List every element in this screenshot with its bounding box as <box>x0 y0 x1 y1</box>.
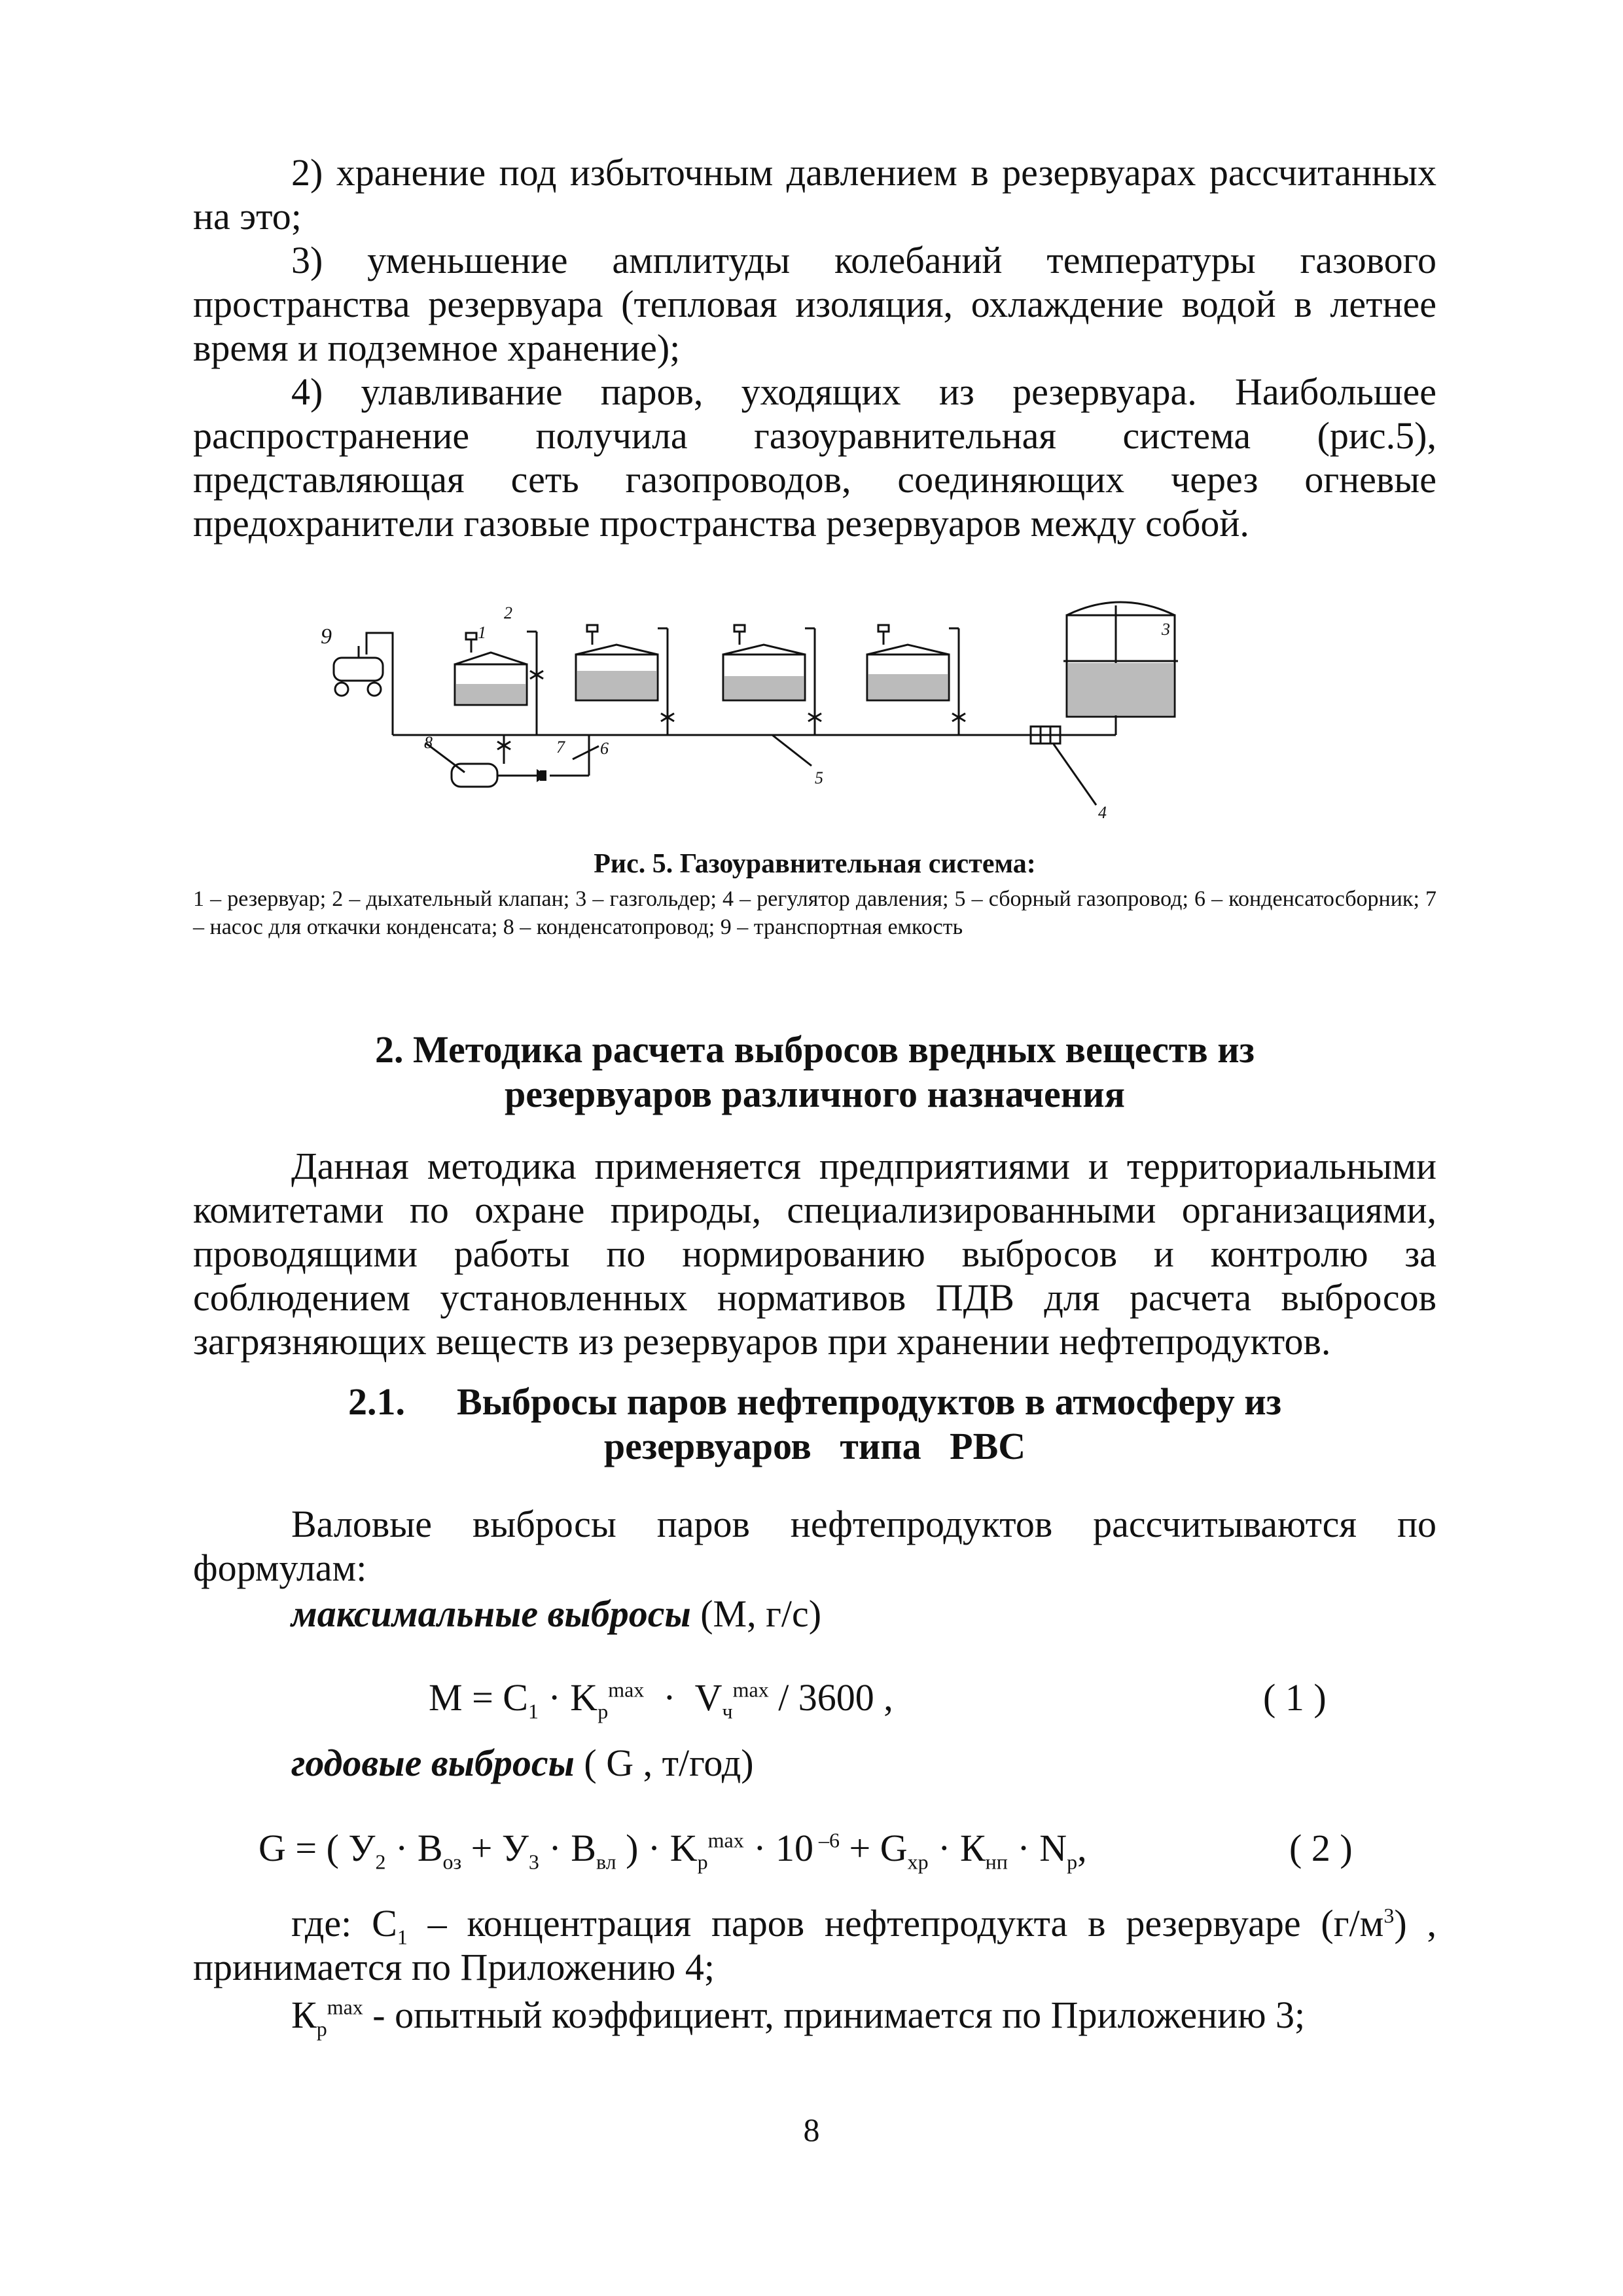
formula-1-k: K <box>570 1676 598 1719</box>
top-text <box>193 151 1436 545</box>
formula-2-knp-sub: нп <box>985 1850 1008 1874</box>
formula-2-b1: В <box>417 1827 443 1869</box>
formula-2-ten-sup: –6 <box>813 1828 840 1852</box>
diagram-label-8: 8 <box>424 733 433 752</box>
formula-2-k-sup: max <box>707 1828 744 1852</box>
formula-2-ten: · 10 <box>753 1827 814 1869</box>
formula-2-np-sub: р <box>1067 1850 1078 1874</box>
definition-c1-text: – концентрация паров нефтепродукта в резервуаре (г/м <box>407 1902 1384 1945</box>
formula-2-b2-sub: вл <box>596 1850 616 1874</box>
definitions <box>193 1901 1437 2041</box>
section-2-heading-line2: резервуаров различного назначения <box>504 1073 1126 1115</box>
section-2-paragraph: Данная методика применяется предприятиями и территориальными комитетами по охране природы, специализированными организациями, проводящими работы по нормированию выбросов и контролю за соблюдением установленных нормативов ПДВ для расчета выбросов загрязняющих веществ из резервуаров при хранении нефтепродуктов. <box>193 1145 1436 1363</box>
formula-1-c-sub: 1 <box>527 1699 539 1723</box>
formula-2-u3: + У <box>471 1827 529 1869</box>
definition-c1-sub: 1 <box>397 1925 408 1949</box>
formula-1-v: V <box>694 1676 722 1719</box>
definition-kp-symbol: К <box>291 1994 317 2036</box>
formula-2-number: ( 2 ) <box>1289 1827 1353 1869</box>
annual-emissions-text: годовые выбросы <box>291 1742 575 1784</box>
formula-1-tail: / 3600 , <box>768 1676 893 1719</box>
diagram-label-1: 1 <box>478 623 486 642</box>
formula-1-v-sub: ч <box>722 1699 733 1723</box>
section-2-1-number: 2.1. <box>348 1380 405 1423</box>
definition-c1 <box>193 1901 1436 1989</box>
annual-emissions-label <box>291 1741 754 1785</box>
formula-2-part1: G = ( У <box>259 1827 376 1869</box>
definition-c1-prefix: где: С <box>291 1902 397 1945</box>
figure-caption-text: 1 – резервуар; 2 – дыхательный клапан; 3 – газгольдер; 4 – регулятор давления; 5 – сборный газопровод; 6 – конденсатосборник; 7 – насос для откачки конденсата; 8 – конденсатопровод; 9 – транспортная емкость <box>193 887 1436 939</box>
definition-kp-sub: р <box>316 2017 327 2041</box>
max-emissions-units: (М, г/с) <box>690 1592 822 1635</box>
paragraph-item-2: 2) хранение под избыточным давлением в резервуарах рассчитанных на это; <box>193 151 1436 238</box>
section-2-heading-line1: 2. Методика расчета выбросов вредных веществ из <box>375 1028 1255 1071</box>
formula-2-b1-sub: оз <box>442 1850 462 1874</box>
section-2-1-intro: Валовые выбросы паров нефтепродуктов рассчитываются по формулам: <box>193 1503 1436 1589</box>
formula-2-k: ) · K <box>626 1827 698 1869</box>
paragraph-item-4: 4) улавливание паров, уходящих из резервуара. Наибольшее распространение получила газоуравнительная система (рис.5), представляющая сеть газопроводов, соединяющих через огневые предохранители газовые пространства резервуаров между собой. <box>193 370 1436 545</box>
formula-2-knp: · К <box>938 1827 986 1869</box>
formula-1-v-sup: max <box>732 1677 769 1702</box>
max-emissions-label <box>291 1592 821 1636</box>
diagram-label-6: 6 <box>600 739 609 758</box>
formula-2-g-sub: хр <box>907 1850 929 1874</box>
section-2-1-heading-line1 <box>193 1380 1436 1424</box>
diagram-label-3: 3 <box>1162 620 1170 639</box>
formula-2-u3-sub: 3 <box>528 1850 539 1874</box>
formula-1-lhs: M = C <box>429 1676 528 1719</box>
formula-2-end: , <box>1077 1827 1087 1869</box>
formula-1: $M = C_1 \cdot K_р^{max} \cdot V_ч^{max} / 3600$ , <box>429 1676 893 1723</box>
figure-caption-title: Рис. 5. Газоуравнительная система: <box>594 849 1036 879</box>
formula-2-u2-sub: 2 <box>375 1850 386 1874</box>
formula-2: G = ( $У_2 \cdot В_{оз} + У_3 \cdot В_{вл}$ ) · $K_р^{max} \cdot 10$ $^{-6} + G_{хр} \cdot К_{нп} \cdot N_р$, <box>259 1827 1087 1874</box>
formula-2-np: · N <box>1017 1827 1067 1869</box>
formula-2-b2: В <box>571 1827 596 1869</box>
paragraph-item-3: 3) уменьшение амплитуды колебаний температуры газового пространства резервуара (тепловая изоляция, охлаждение водой в летнее время и подземное хранение); <box>193 239 1436 369</box>
diagram-label-9: 9 <box>321 624 332 649</box>
formula-2-g: + G <box>849 1827 908 1869</box>
max-emissions-text: максимальные выбросы <box>291 1592 691 1635</box>
diagram-label-4: 4 <box>1098 803 1107 822</box>
section-2-body <box>193 1144 1436 1363</box>
definition-c1-end: ) , принимается по Приложению 4; <box>193 1902 1437 1988</box>
diagram-label-7: 7 <box>556 738 565 757</box>
section-2-1-title-part1: Выбросы паров нефтепродуктов в атмосферу из <box>456 1380 1282 1423</box>
diagram-label-2: 2 <box>504 603 512 622</box>
diagram-label-5: 5 <box>815 768 823 787</box>
formula-1-k-sup: max <box>608 1677 645 1702</box>
definition-c1-sup: 3 <box>1383 1903 1395 1928</box>
formula-2-k-sub: р <box>697 1850 708 1874</box>
definition-kp <box>193 1993 1436 2041</box>
gas-system-diagram <box>314 592 1276 825</box>
definition-kp-sup: max <box>327 1995 363 2019</box>
section-2-1-heading-line2: резервуаров типа РВС <box>603 1425 1026 1467</box>
annual-emissions-units: ( G , т/год) <box>574 1742 754 1784</box>
formula-1-number: ( 1 ) <box>1263 1676 1327 1719</box>
formula-1-k-sub: р <box>597 1699 609 1723</box>
definition-kp-text: - опытный коэффициент, принимается по Приложению 3; <box>363 1994 1306 2036</box>
section-2-1-intro-block <box>193 1502 1436 1590</box>
page-number: 8 <box>803 2111 820 2148</box>
